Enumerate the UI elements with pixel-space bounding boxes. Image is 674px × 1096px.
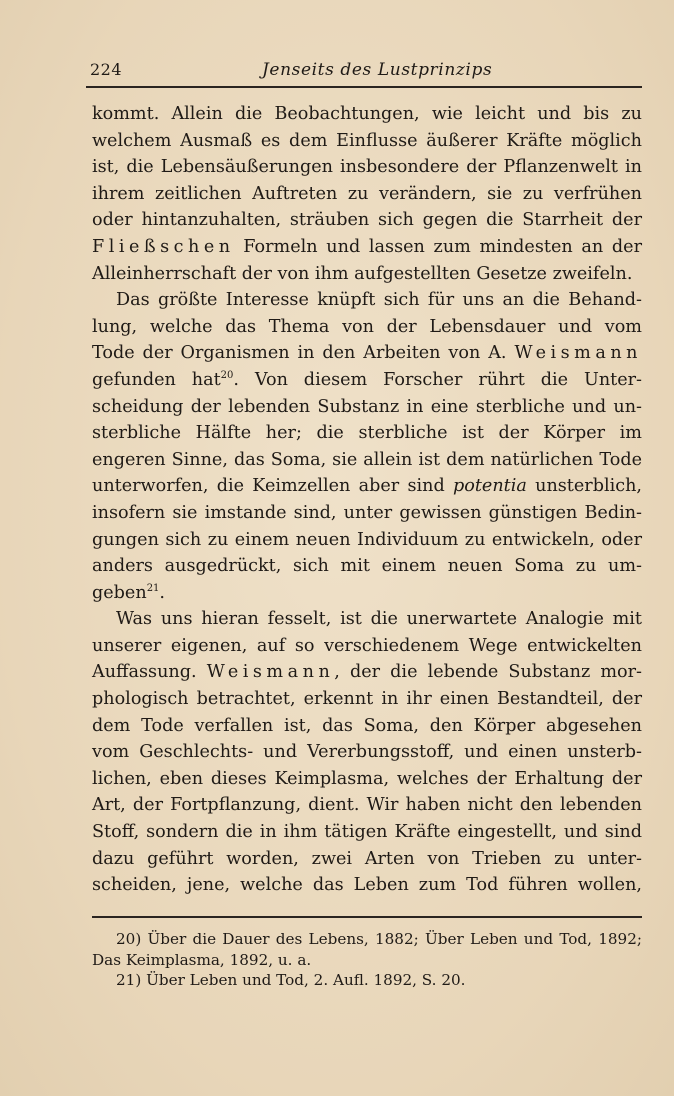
text-line: scheiden, jene, welche das Leben zum Tod führen wollen, (92, 875, 642, 896)
footnote-line: Das Keimplasma, 1892, u. a. (92, 950, 312, 969)
text-fragment: Auffassung. (92, 662, 197, 683)
footnote-line: 21) Über Leben und Tod, 2. Aufl. 1892, S. 20. (116, 971, 466, 990)
text-fragment: Formeln und lassen zum mindesten an der (243, 236, 642, 257)
text-fragment: unsterblich, (535, 476, 642, 497)
text-fragment: geben (92, 582, 147, 603)
text-line: Was uns hieran fesselt, ist die unerwartete Analogie mit (116, 609, 642, 630)
text-line (92, 659, 642, 686)
text-line: ist, die Lebensäußerungen insbesondere der Pflanzenwelt in (92, 157, 642, 178)
text-line (92, 580, 642, 607)
text-line: Das größte Interesse knüpft sich für uns an die Behand- (116, 290, 642, 311)
text-line: lichen, eben dieses Keimplasma, welches der Erhaltung der (92, 768, 642, 789)
spaced-name-fliess: Fließschen (92, 236, 235, 257)
footnote-line: 20) Über die Dauer des Lebens, 1882; Über Leben und Tod, 1892; (116, 930, 642, 948)
footnote-rule (92, 916, 642, 918)
text-line: sterbliche Hälfte her; die sterbliche ist der Körper im (92, 423, 642, 444)
text-line: scheidung der lebenden Substanz in eine sterbliche und un- (92, 396, 642, 417)
page-header (86, 60, 642, 84)
text-line: anders ausgedrückt, sich mit einem neuen Soma zu um- (92, 556, 642, 577)
text-line: unserer eigenen, auf so verschiedenem Wege entwickelten (92, 635, 642, 656)
text-line: gungen sich zu einem neuen Individuum zu entwickeln, oder (92, 529, 642, 550)
note-ref-20: 20 (220, 369, 234, 381)
italic-term: potentia (452, 476, 527, 497)
text-line: lung, welche das Thema von der Lebensdauer und vom (92, 316, 642, 337)
header-rule (86, 86, 642, 88)
text-fragment: . (159, 582, 166, 603)
text-line: engeren Sinne, das Soma, sie allein ist dem natürlichen Tode (92, 449, 642, 470)
text-line: ihrem zeitlichen Auftreten zu verändern, sie zu verfrühen (92, 183, 642, 204)
text-fragment: gefunden hat (92, 369, 221, 390)
page-number: 224 (90, 60, 123, 79)
spaced-name-weismann: Weismann (514, 343, 642, 364)
text-line: Art, der Fortpflanzung, dient. Wir haben nicht den lebenden (92, 795, 642, 816)
text-line: insofern sie imstande sind, unter gewissen günstigen Bedin- (92, 502, 642, 523)
note-ref-21: 21 (146, 582, 160, 594)
text-line (92, 234, 642, 261)
text-line: Stoff, sondern die in ihm tätigen Kräfte eingestellt, und sind (92, 822, 642, 843)
running-title: Jenseits des Lustprinzips (262, 60, 493, 80)
text-fragment: unterworfen, die Keimzellen aber sind (92, 476, 445, 497)
text-fragment: Tode der Organismen in den Arbeiten von A. (92, 343, 507, 364)
text-line: kommt. Allein die Beobachtungen, wie leicht und bis zu (92, 104, 642, 124)
spaced-name-weismann: Weismann (206, 662, 335, 683)
main-text (92, 101, 642, 899)
text-line: welchem Ausmaß es dem Einflusse äußerer Kräfte möglich (92, 130, 642, 151)
text-line (92, 473, 642, 500)
footnotes (92, 929, 642, 991)
text-line: phologisch betrachtet, erkennt in ihr einen Bestandteil, der (92, 689, 642, 710)
text-line (92, 340, 642, 367)
text-line (92, 367, 642, 394)
text-line: Alleinherrschaft der von ihm aufgestellten Gesetze zweifeln. (92, 263, 633, 284)
text-line: dazu geführt worden, zwei Arten von Trieben zu unter- (92, 848, 642, 869)
text-fragment: , der die lebende Substanz mor- (334, 662, 642, 683)
text-line: oder hintanzuhalten, sträuben sich gegen die Starrheit der (92, 210, 642, 231)
text-line: dem Tode verfallen ist, das Soma, den Körper abgesehen (92, 715, 642, 736)
text-fragment: . Von diesem Forscher rührt die Unter- (233, 369, 642, 390)
text-line: vom Geschlechts- und Vererbungsstoff, und einen unsterb- (92, 742, 642, 763)
